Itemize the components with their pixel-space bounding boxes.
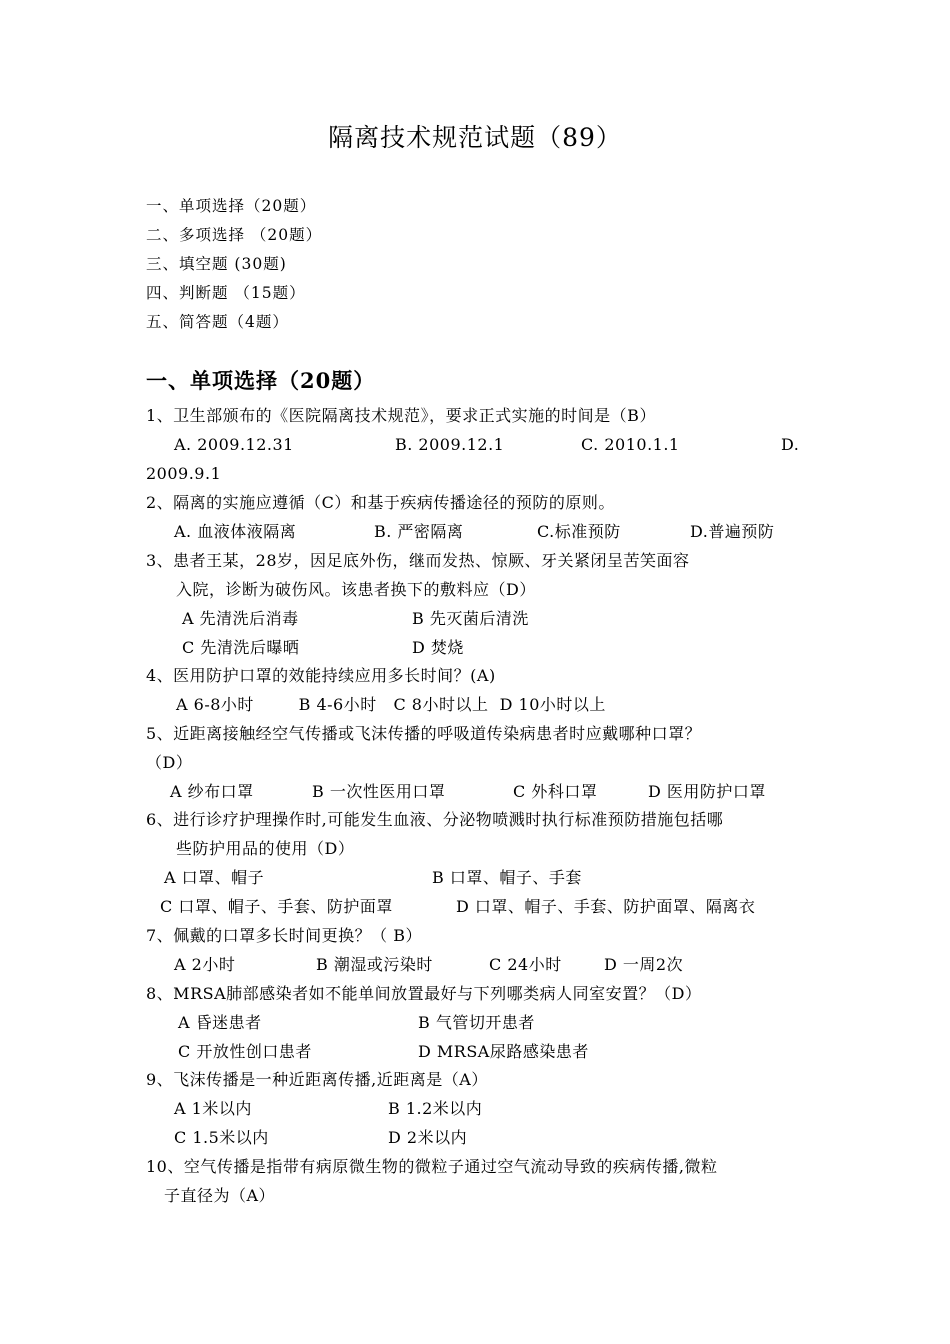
document-title: 隔离技术规范试题（89） bbox=[328, 123, 622, 152]
option-a: A 口罩、帽子 bbox=[164, 868, 265, 887]
option-d: D 一周2次 bbox=[604, 955, 684, 974]
option-a: A 昏迷患者 bbox=[178, 1013, 262, 1032]
option-d: D MRSA尿路感染患者 bbox=[418, 1042, 589, 1061]
toc-item: 三、填空题 (30题) bbox=[146, 255, 287, 273]
option-d: D 2米以内 bbox=[388, 1128, 468, 1147]
option-a: A 1米以内 bbox=[174, 1099, 252, 1118]
option-b: B 气管切开患者 bbox=[418, 1013, 535, 1032]
option-b: B 1.2米以内 bbox=[388, 1099, 483, 1118]
question-options: A 6-8小时 B 4-6小时 C 8小时以上 D 10小时以上 bbox=[176, 695, 606, 714]
option-a: A 先清洗后消毒 bbox=[182, 609, 299, 628]
question-stem-continued: 些防护用品的使用（D） bbox=[176, 839, 355, 858]
question-stem: 7、佩戴的口罩多长时间更换？（ B） bbox=[146, 926, 423, 945]
question-stem-continued: 子直径为（A） bbox=[164, 1186, 276, 1205]
question-stem: 9、飞沫传播是一种近距离传播,近距离是（A） bbox=[146, 1070, 488, 1089]
section-heading: 一、单项选择（20题） bbox=[146, 368, 376, 393]
option-a: A. 2009.12.31 bbox=[174, 435, 294, 454]
option-a: A 纱布口罩 bbox=[170, 782, 254, 801]
option-c: C.标准预防 bbox=[537, 522, 621, 541]
option-b: B 一次性医用口罩 bbox=[312, 782, 446, 801]
option-d: D 医用防护口罩 bbox=[648, 782, 766, 801]
option-d: D 口罩、帽子、手套、防护面罩、隔离衣 bbox=[456, 897, 756, 916]
option-c: C 口罩、帽子、手套、防护面罩 bbox=[160, 897, 393, 916]
question-stem: 10、空气传播是指带有病原微生物的微粒子通过空气流动导致的疾病传播,微粒 bbox=[146, 1157, 718, 1176]
question-stem: 3、患者王某，28岁，因足底外伤，继而发热、惊厥、牙关紧闭呈苦笑面容 bbox=[146, 551, 690, 570]
option-d: D.普遍预防 bbox=[690, 522, 775, 541]
toc-item: 一、单项选择（20题） bbox=[146, 197, 317, 215]
question-stem: 8、MRSA肺部感染者如不能单间放置最好与下列哪类病人同室安置？（D） bbox=[146, 984, 702, 1003]
option-b: B 潮湿或污染时 bbox=[316, 955, 433, 974]
option-c: C. 2010.1.1 bbox=[581, 435, 680, 454]
option-c: C 24小时 bbox=[489, 955, 562, 974]
option-b: B 口罩、帽子、手套 bbox=[432, 868, 582, 887]
question-stem: 2、隔离的实施应遵循（C）和基于疾病传播途径的预防的原则。 bbox=[146, 493, 615, 512]
option-b: B. 严密隔离 bbox=[374, 522, 464, 541]
question-stem: 5、近距离接触经空气传播或飞沫传播的呼吸道传染病患者时应戴哪种口罩？ bbox=[146, 724, 702, 743]
option-c: C 先清洗后曝晒 bbox=[182, 638, 300, 657]
option-c: C 1.5米以内 bbox=[174, 1128, 269, 1147]
option-b: B. 2009.12.1 bbox=[395, 435, 505, 454]
option-d: D. bbox=[781, 435, 800, 454]
toc-item: 五、简答题（4题） bbox=[146, 313, 289, 331]
question-stem: 6、进行诊疗护理操作时,可能发生血液、分泌物喷溅时执行标准预防措施包括哪 bbox=[146, 810, 724, 829]
option-a: A. 血液体液隔离 bbox=[174, 522, 297, 541]
option-d-continued: 2009.9.1 bbox=[146, 464, 222, 483]
question-stem: 4、医用防护口罩的效能持续应用多长时间？(A) bbox=[146, 666, 496, 685]
toc-item: 二、多项选择 （20题） bbox=[146, 226, 323, 244]
question-stem-continued: 入院，诊断为破伤风。该患者换下的敷料应（D） bbox=[176, 580, 536, 599]
toc-item: 四、判断题 （15题） bbox=[146, 284, 306, 302]
option-c: C 开放性创口患者 bbox=[178, 1042, 312, 1061]
option-d: D 焚烧 bbox=[412, 638, 464, 657]
question-stem: 1、卫生部颁布的《医院隔离技术规范》，要求正式实施的时间是（B） bbox=[146, 406, 656, 425]
option-b: B 先灭菌后清洗 bbox=[412, 609, 529, 628]
option-c: C 外科口罩 bbox=[513, 782, 598, 801]
option-a: A 2小时 bbox=[174, 955, 236, 974]
question-stem-continued: （D） bbox=[146, 753, 193, 772]
